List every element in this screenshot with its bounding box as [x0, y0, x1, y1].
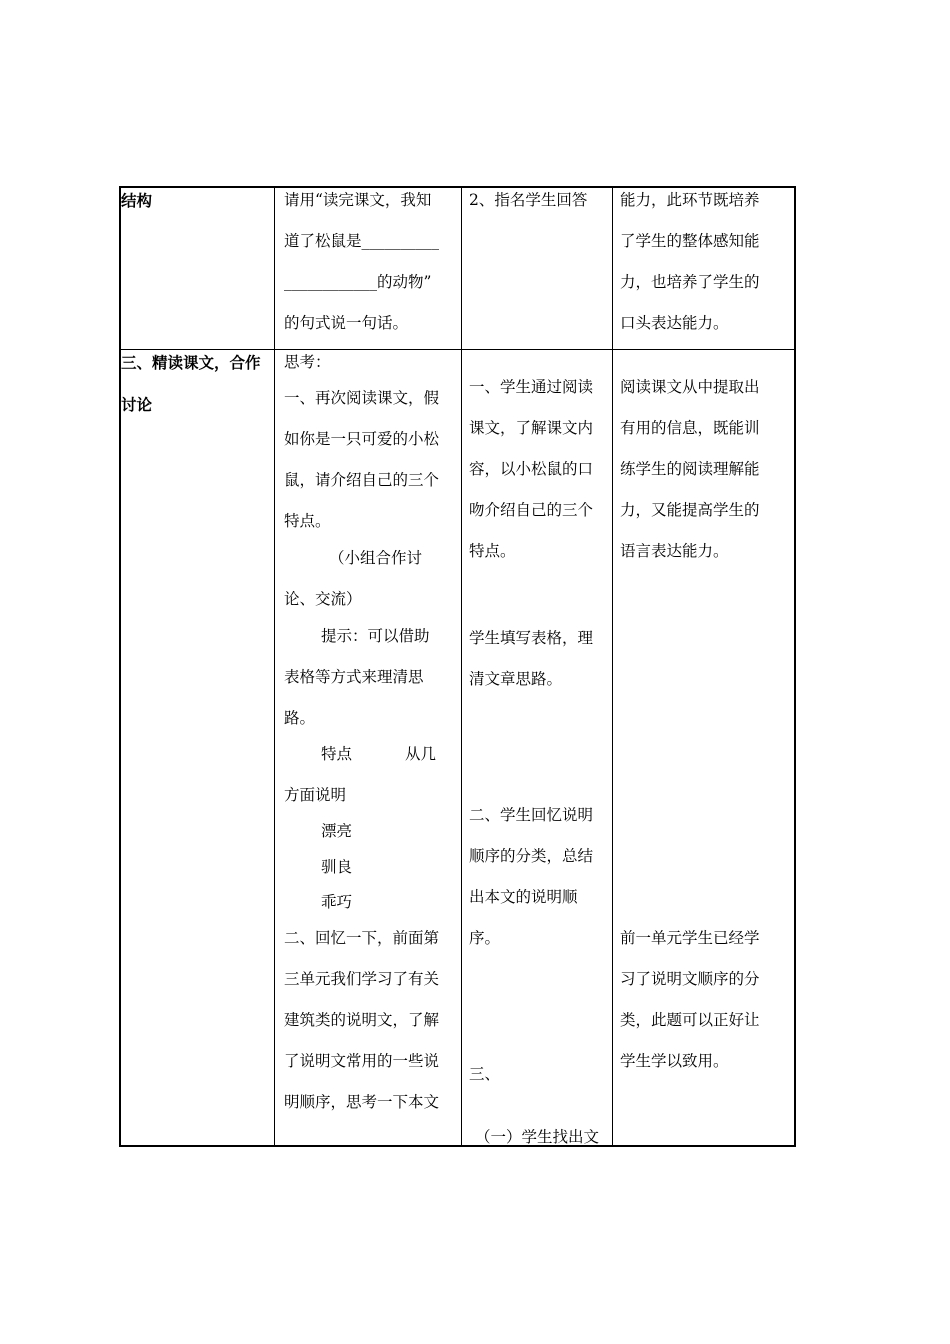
row2-student-line: 顺序的分类，总结 — [469, 847, 594, 865]
row1-intent-line: 能力，此环节既培养 — [620, 191, 760, 209]
row2-student-line: 出本文的说明顺 — [469, 888, 578, 906]
row2-student-line: 吻介绍自己的三个 — [469, 501, 594, 519]
row2-content-line: 鼠，请介绍自己的三个 — [284, 471, 440, 489]
row2-intent-line: 练学生的阅读理解能 — [620, 460, 760, 478]
row1-content-line: ____________的动物” — [284, 273, 432, 291]
row1-content-line: 请用“读完课文，我知 — [284, 191, 432, 209]
row2-content-line: 提示：可以借助 — [321, 627, 430, 645]
row1-intent-line: 了学生的整体感知能 — [620, 232, 760, 250]
row1-intent-line: 口头表达能力。 — [620, 314, 729, 332]
row2-student-line: （一）学生找出文 — [475, 1128, 600, 1146]
row2-content-line: 特点。 — [284, 512, 331, 530]
row2-content-line: 了说明文常用的一些说 — [284, 1052, 440, 1070]
row2-student-line: 一、学生通过阅读 — [469, 378, 594, 396]
row1-content-line: 道了松鼠是__________ — [284, 232, 440, 250]
row2-content-line: 表格等方式来理清思 — [284, 668, 424, 686]
row2-intent-line: 阅读课文从中提取出 — [620, 378, 760, 396]
row1-intent-line: 力，也培养了学生的 — [620, 273, 760, 291]
column-divider — [612, 188, 613, 1145]
row2-intent-line: 类，此题可以正好让 — [620, 1011, 760, 1029]
row2-student-line: 容，以小松鼠的口 — [469, 460, 594, 478]
table-header-aspect-cont: 方面说明 — [284, 786, 347, 804]
feature-item: 驯良 — [321, 858, 353, 876]
row2-content-line: 一、再次阅读课文，假 — [284, 389, 440, 407]
table-header-feature: 特点 — [321, 745, 353, 763]
row2-step-label: 三、精读课文，合作 — [121, 353, 261, 372]
row2-step-label: 讨论 — [121, 395, 153, 414]
row2-content-line: 路。 — [284, 709, 316, 727]
row2-intent-line: 前一单元学生已经学 — [620, 929, 760, 947]
feature-item: 漂亮 — [321, 822, 353, 840]
table-header-aspect: 从几 — [405, 745, 437, 763]
row2-content-line: 明顺序，思考一下本文 — [284, 1093, 440, 1111]
row1-student-activity: 2、指名学生回答 — [469, 191, 588, 209]
row2-student-line: 二、学生回忆说明 — [469, 806, 594, 824]
row1-content-line: 的句式说一句话。 — [284, 314, 409, 332]
row2-content-line: 二、回忆一下，前面第 — [284, 929, 440, 947]
row2-student-line: 清文章思路。 — [469, 670, 563, 688]
row2-content-line: 如你是一只可爱的小松 — [284, 430, 440, 448]
row2-student-line: 序。 — [469, 929, 501, 947]
row2-student-line: 特点。 — [469, 542, 516, 560]
row2-student-line: 三、 — [469, 1065, 501, 1083]
column-divider — [461, 188, 462, 1145]
row2-student-line: 课文，了解课文内 — [469, 419, 594, 437]
column-divider — [274, 188, 275, 1145]
row2-content-line: 三单元我们学习了有关 — [284, 970, 440, 988]
row2-intent-line: 有用的信息，既能训 — [620, 419, 760, 437]
row2-content-line: 建筑类的说明文，了解 — [284, 1011, 440, 1029]
row2-student-line: 学生填写表格，理 — [469, 629, 594, 647]
row2-content-line: （小组合作讨 — [329, 549, 423, 567]
row2-content-line: 思考： — [284, 353, 331, 371]
row1-step-label: 结构 — [121, 191, 153, 210]
row2-content-line: 论、交流） — [284, 590, 362, 608]
row2-intent-line: 语言表达能力。 — [620, 542, 729, 560]
feature-item: 乖巧 — [321, 893, 353, 911]
row2-intent-line: 力，又能提高学生的 — [620, 501, 760, 519]
row2-intent-line: 习了说明文顺序的分 — [620, 970, 760, 988]
row2-intent-line: 学生学以致用。 — [620, 1052, 729, 1070]
